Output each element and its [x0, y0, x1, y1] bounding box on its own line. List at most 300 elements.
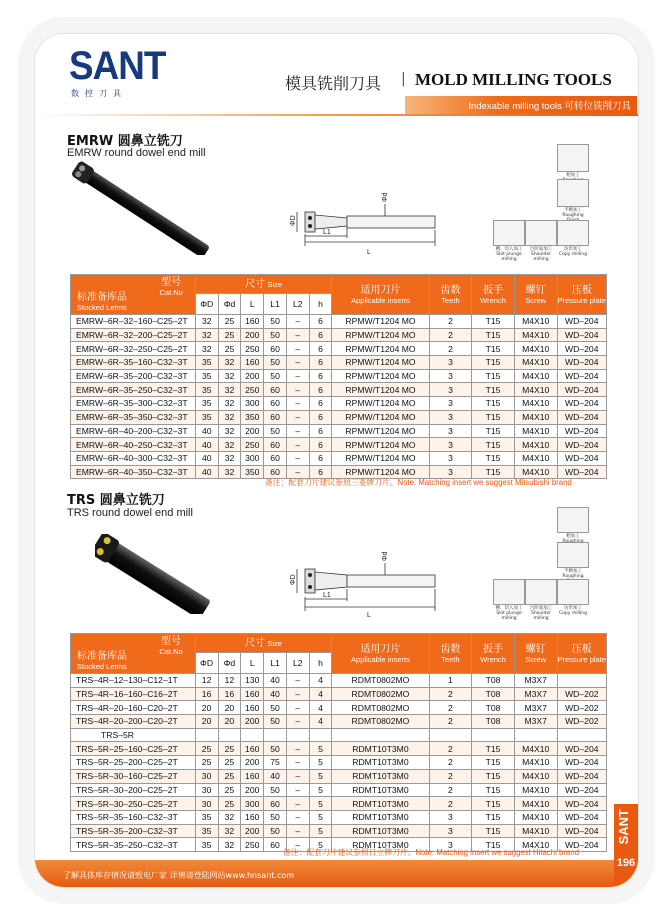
- table-cell: 32: [218, 838, 241, 852]
- table-cell: M4X10: [514, 783, 557, 797]
- header-wrench: 扳手 Wrench: [472, 275, 515, 315]
- table-cell: M4X10: [514, 328, 557, 342]
- header-teeth: 齿数 Teeth: [429, 634, 472, 674]
- cat-no-cell: EMRW–6R–40–300–C32–3T: [71, 451, 196, 465]
- cat-no-cell: EMRW–6R–35–350–C32–3T: [71, 410, 196, 424]
- table-cell: T15: [472, 769, 515, 783]
- cat-no-cell: TRS–4R–20–200–C20–2T: [71, 715, 196, 729]
- section2-subtitle: TRS round dowel end mill: [67, 507, 193, 519]
- cat-no-cell: EMRW–6R–35–250–C32–3T: [71, 383, 196, 397]
- cat-no-cell: EMRW–6R–32–200–C25–2T: [71, 328, 196, 342]
- machining-icon-slot: 槽、切入加工 Slot plunge milling: [493, 579, 525, 621]
- table-cell: T15: [472, 438, 515, 452]
- table-cell: M4X10: [514, 742, 557, 756]
- table-cell: RPMW/T1204 MO: [332, 356, 429, 370]
- table-cell: RPMW/T1204 MO: [332, 342, 429, 356]
- side-brand: SANT: [616, 809, 631, 845]
- table-cell: –: [286, 410, 309, 424]
- table-cell: 2: [429, 769, 472, 783]
- section2-title: TRS 圆鼻立铣刀: [67, 493, 165, 508]
- table-cell: 3: [429, 838, 472, 852]
- table-cell: M4X10: [514, 397, 557, 411]
- table-cell: 5: [309, 742, 332, 756]
- header-d: Φd: [218, 294, 241, 315]
- table-cell: 50: [264, 315, 287, 329]
- cat-no-cell: EMRW–6R–35–160–C32–3T: [71, 356, 196, 370]
- emrw-spec-table: [70, 274, 607, 479]
- table-cell: 32: [195, 342, 218, 356]
- table-cell: M4X10: [514, 824, 557, 838]
- table-cell: –: [286, 769, 309, 783]
- table-cell: WD–202: [557, 715, 606, 729]
- section1-note: 备注：配套刀片建议参照三菱牌刀片。Note: Matching insert we suggest Mitsubishi brand: [265, 478, 572, 487]
- table-cell: 2: [429, 783, 472, 797]
- cat-no-cell: EMRW–6R–32–250–C25–2T: [71, 342, 196, 356]
- table-cell: 5: [309, 797, 332, 811]
- table-cell: T15: [472, 465, 515, 479]
- table-cell: RDMT10T3M0: [332, 838, 429, 852]
- table-cell: 300: [241, 797, 264, 811]
- table-cell: 6: [309, 438, 332, 452]
- table-cell: T08: [472, 715, 515, 729]
- table-cell: –: [286, 397, 309, 411]
- catalog-page: [34, 33, 639, 888]
- table-cell: 16: [195, 687, 218, 701]
- table-row: [71, 315, 607, 329]
- machining-icon-rough: 粗加工: [557, 507, 589, 549]
- table-cell: T15: [472, 783, 515, 797]
- table-cell: M3X7: [514, 674, 557, 688]
- table-row: [71, 383, 607, 397]
- table-cell: 32: [218, 369, 241, 383]
- table-row: [71, 742, 607, 756]
- table-cell: 6: [309, 356, 332, 370]
- table-cell: 75: [264, 756, 287, 770]
- table-cell: 160: [241, 810, 264, 824]
- table-cell: [429, 728, 472, 742]
- table-cell: RPMW/T1204 MO: [332, 328, 429, 342]
- table-cell: –: [286, 438, 309, 452]
- table-cell: T15: [472, 369, 515, 383]
- table-cell: 6: [309, 465, 332, 479]
- table-row: [71, 824, 607, 838]
- table-cell: RDMT0802MO: [332, 715, 429, 729]
- table-cell: 160: [241, 356, 264, 370]
- table-cell: T15: [472, 383, 515, 397]
- dim-label-D: ΦD: [290, 574, 297, 585]
- table-row: [71, 674, 607, 688]
- table-cell: 32: [218, 824, 241, 838]
- table-cell: 2: [429, 797, 472, 811]
- table-cell: M3X7: [514, 701, 557, 715]
- table-cell: M4X10: [514, 369, 557, 383]
- table-cell: 50: [264, 369, 287, 383]
- table-cell: RPMW/T1204 MO: [332, 369, 429, 383]
- trs-dimension-diagram: [285, 539, 445, 621]
- table-cell: 200: [241, 824, 264, 838]
- machining-icon-shoulder: 台阶面加工 Shoulder milling: [525, 220, 557, 262]
- table-cell: WD–204: [557, 410, 606, 424]
- cat-no-cell: TRS–5R–25–160–C25–2T: [71, 742, 196, 756]
- table-cell: 50: [264, 424, 287, 438]
- table-cell: 32: [218, 465, 241, 479]
- table-cell: –: [286, 756, 309, 770]
- table-cell: –: [286, 838, 309, 852]
- page-subtitle: Indexable milling tools 可转位铣削刀具: [468, 101, 631, 112]
- table-cell: 350: [241, 465, 264, 479]
- dim-label-L1: L1: [323, 229, 331, 236]
- cat-no-cell: TRS–5R–30–250–C25–2T: [71, 797, 196, 811]
- table-cell: 200: [241, 783, 264, 797]
- table-cell: 20: [218, 701, 241, 715]
- cat-no-cell: EMRW–6R–35–300–C32–3T: [71, 397, 196, 411]
- cat-no-cell: TRS–5R–35–160–C32–3T: [71, 810, 196, 824]
- dim-label-L1: L1: [323, 592, 331, 599]
- table-cell: 30: [195, 797, 218, 811]
- table-cell: WD–204: [557, 769, 606, 783]
- table-cell: 25: [218, 328, 241, 342]
- table-cell: 5: [309, 838, 332, 852]
- table-cell: M4X10: [514, 424, 557, 438]
- table-cell: T15: [472, 424, 515, 438]
- cat-no-cell: TRS–5R–35–250–C32–3T: [71, 838, 196, 852]
- table-cell: 4: [309, 701, 332, 715]
- table-cell: –: [286, 328, 309, 342]
- page-title-en: MOLD MILLING TOOLS: [415, 70, 612, 89]
- table-cell: M4X10: [514, 451, 557, 465]
- table-cell: M4X10: [514, 410, 557, 424]
- table-cell: 6: [309, 342, 332, 356]
- table-cell: WD–204: [557, 465, 606, 479]
- table-cell: 20: [195, 715, 218, 729]
- table-cell: 35: [195, 824, 218, 838]
- table-cell: –: [286, 315, 309, 329]
- table-cell: RPMW/T1204 MO: [332, 397, 429, 411]
- table-cell: 32: [218, 383, 241, 397]
- table-cell: T08: [472, 674, 515, 688]
- table-cell: 160: [241, 742, 264, 756]
- table-cell: T08: [472, 701, 515, 715]
- table-cell: 16: [218, 687, 241, 701]
- section2-note: 备注：配套刀片建议参照日立牌刀片。Note: Matching insert we suggest Hitachi brand: [283, 848, 579, 857]
- table-cell: –: [286, 424, 309, 438]
- table-cell: 25: [218, 797, 241, 811]
- section1-title: EMRW 圆鼻立铣刀: [67, 134, 183, 149]
- table-cell: 25: [195, 756, 218, 770]
- table-cell: 160: [241, 701, 264, 715]
- table-cell: RPMW/T1204 MO: [332, 410, 429, 424]
- table-row: [71, 410, 607, 424]
- table-cell: WD–204: [557, 451, 606, 465]
- table-cell: 35: [195, 383, 218, 397]
- table-cell: 25: [218, 783, 241, 797]
- table-cell: 25: [218, 742, 241, 756]
- subtitle-bar: [405, 96, 637, 114]
- table-cell: RPMW/T1204 MO: [332, 424, 429, 438]
- table-row: [71, 701, 607, 715]
- table-cell: 6: [309, 424, 332, 438]
- header-wrench: 扳手 Wrench: [472, 634, 515, 674]
- table-cell: WD–204: [557, 742, 606, 756]
- table-cell: 5: [309, 810, 332, 824]
- machining-icon-semi: 半精加工 Roughing: [557, 179, 589, 223]
- table-cell: 250: [241, 438, 264, 452]
- table-cell: T15: [472, 824, 515, 838]
- table-cell: WD–202: [557, 701, 606, 715]
- table-cell: 5: [309, 783, 332, 797]
- table-cell: RDMT10T3M0: [332, 756, 429, 770]
- table-cell: RDMT10T3M0: [332, 769, 429, 783]
- table-cell: –: [286, 465, 309, 479]
- table-cell: M4X10: [514, 769, 557, 783]
- table-cell: RDMT10T3M0: [332, 810, 429, 824]
- table-cell: T15: [472, 756, 515, 770]
- table-cell: 60: [264, 465, 287, 479]
- table-cell: 4: [309, 687, 332, 701]
- header-cat: 型号 Cat.No 标准备库品 Stocked Letms: [71, 634, 196, 674]
- table-cell: 6: [309, 369, 332, 383]
- header-d: Φd: [218, 653, 241, 674]
- cat-no-cell: EMRW–6R–40–200–C32–3T: [71, 424, 196, 438]
- table-cell: 5: [309, 756, 332, 770]
- table-cell: 6: [309, 410, 332, 424]
- table-cell: 32: [218, 451, 241, 465]
- table-cell: 50: [264, 810, 287, 824]
- table-cell: M4X10: [514, 342, 557, 356]
- table-cell: WD–204: [557, 838, 606, 852]
- table-cell: M4X10: [514, 838, 557, 852]
- table-cell: –: [286, 824, 309, 838]
- cat-no-cell: TRS–5R–35–200–C32–3T: [71, 824, 196, 838]
- table-cell: T15: [472, 797, 515, 811]
- table-cell: WD–204: [557, 328, 606, 342]
- dim-label-L: L: [367, 612, 371, 619]
- header-D: ΦD: [195, 653, 218, 674]
- table-cell: RDMT10T3M0: [332, 783, 429, 797]
- table-cell: 50: [264, 824, 287, 838]
- table-cell: M4X10: [514, 356, 557, 370]
- table-cell: 60: [264, 451, 287, 465]
- table-cell: T15: [472, 451, 515, 465]
- cat-no-cell: TRS–4R–12–130–C12–1T: [71, 674, 196, 688]
- table-cell: –: [286, 356, 309, 370]
- table-cell: RPMW/T1204 MO: [332, 465, 429, 479]
- table-cell: 60: [264, 410, 287, 424]
- table-cell: –: [286, 715, 309, 729]
- cat-no-cell: TRS–5R: [71, 728, 196, 742]
- table-cell: –: [286, 342, 309, 356]
- table-cell: –: [286, 810, 309, 824]
- table-cell: 3: [429, 451, 472, 465]
- dim-label-d: Φd: [382, 551, 389, 561]
- machining-icon-shoulder: 台阶面加工 Shoulder milling: [525, 579, 557, 621]
- header-divider: [35, 114, 638, 116]
- table-cell: 4: [309, 715, 332, 729]
- table-cell: RPMW/T1204 MO: [332, 438, 429, 452]
- table-cell: –: [286, 383, 309, 397]
- table-cell: 60: [264, 838, 287, 852]
- table-cell: 5: [309, 824, 332, 838]
- cat-no-cell: EMRW–6R–40–350–C32–3T: [71, 465, 196, 479]
- table-cell: 4: [309, 674, 332, 688]
- header-D: ΦD: [195, 294, 218, 315]
- table-cell: 6: [309, 315, 332, 329]
- table-cell: M4X10: [514, 810, 557, 824]
- table-row: [71, 810, 607, 824]
- table-cell: 160: [241, 769, 264, 783]
- table-cell: [332, 728, 429, 742]
- section1-subtitle: EMRW round dowel end mill: [67, 147, 206, 159]
- table-cell: 250: [241, 383, 264, 397]
- table-cell: 40: [195, 424, 218, 438]
- table-cell: M4X10: [514, 383, 557, 397]
- header-plate: 压板 Pressure plate: [557, 634, 606, 674]
- table-cell: [241, 728, 264, 742]
- table-cell: –: [286, 451, 309, 465]
- table-cell: 3: [429, 424, 472, 438]
- table-cell: 2: [429, 701, 472, 715]
- table-cell: –: [286, 701, 309, 715]
- table-cell: T15: [472, 838, 515, 852]
- table-cell: 2: [429, 687, 472, 701]
- table-cell: 3: [429, 465, 472, 479]
- table-cell: RDMT0802MO: [332, 674, 429, 688]
- table-cell: 60: [264, 342, 287, 356]
- table-cell: 30: [195, 783, 218, 797]
- header-insert: 适用刀片 Applicable inserts: [332, 275, 429, 315]
- table-row: [71, 797, 607, 811]
- table-row: [71, 451, 607, 465]
- table-cell: 2: [429, 756, 472, 770]
- table-cell: 25: [218, 769, 241, 783]
- table-cell: 32: [218, 810, 241, 824]
- table-row: [71, 769, 607, 783]
- table-cell: 50: [264, 328, 287, 342]
- table-cell: 32: [195, 315, 218, 329]
- table-cell: 32: [218, 424, 241, 438]
- table-row: [71, 438, 607, 452]
- table-cell: M4X10: [514, 465, 557, 479]
- header-L: L: [241, 294, 264, 315]
- table-cell: 32: [218, 438, 241, 452]
- table-row: [71, 369, 607, 383]
- cat-no-cell: TRS–4R–20–160–C20–2T: [71, 701, 196, 715]
- header-h: h: [309, 653, 332, 674]
- table-cell: 60: [264, 397, 287, 411]
- header-size: 尺寸 Size: [195, 275, 331, 294]
- header-L2: L2: [286, 294, 309, 315]
- table-row: [71, 756, 607, 770]
- table-cell: 6: [309, 397, 332, 411]
- table-cell: [514, 728, 557, 742]
- table-cell: 3: [429, 438, 472, 452]
- table-cell: M4X10: [514, 438, 557, 452]
- table-cell: 20: [195, 701, 218, 715]
- table-cell: 5: [309, 769, 332, 783]
- table-cell: 20: [218, 715, 241, 729]
- table-cell: 6: [309, 383, 332, 397]
- table-cell: M3X7: [514, 687, 557, 701]
- machining-icon-rough: 粗加工: [557, 144, 589, 188]
- table-cell: WD–204: [557, 315, 606, 329]
- table-cell: 200: [241, 424, 264, 438]
- table-cell: 50: [264, 715, 287, 729]
- machining-icon-semi: 半精加工 Roughing: [557, 542, 589, 584]
- table-cell: 60: [264, 438, 287, 452]
- table-cell: 1: [429, 674, 472, 688]
- table-cell: M4X10: [514, 797, 557, 811]
- table-cell: 2: [429, 742, 472, 756]
- table-cell: WD–204: [557, 783, 606, 797]
- table-cell: –: [286, 783, 309, 797]
- table-cell: [218, 728, 241, 742]
- dim-label-L: L: [367, 249, 371, 256]
- table-cell: 25: [195, 742, 218, 756]
- table-cell: WD–204: [557, 810, 606, 824]
- brand-logo-subtitle: 数控刀具: [71, 89, 127, 98]
- table-cell: WD–204: [557, 397, 606, 411]
- table-cell: T15: [472, 342, 515, 356]
- machining-icon-copy: 仿形加工 Copy milling: [557, 579, 589, 616]
- table-cell: 50: [264, 701, 287, 715]
- table-cell: 25: [218, 756, 241, 770]
- table-cell: –: [286, 687, 309, 701]
- header-screw: 螺钉 Screw: [514, 275, 557, 315]
- table-cell: T15: [472, 356, 515, 370]
- table-row: [71, 715, 607, 729]
- table-row: [71, 356, 607, 370]
- table-cell: 40: [264, 769, 287, 783]
- table-cell: –: [286, 797, 309, 811]
- table-cell: WD–204: [557, 424, 606, 438]
- table-cell: 200: [241, 715, 264, 729]
- table-cell: WD–204: [557, 383, 606, 397]
- table-cell: 3: [429, 810, 472, 824]
- table-cell: 6: [309, 328, 332, 342]
- table-cell: M4X10: [514, 756, 557, 770]
- table-cell: WD–204: [557, 824, 606, 838]
- table-cell: [472, 728, 515, 742]
- header-screw: 螺钉 Screw: [514, 634, 557, 674]
- table-cell: 50: [264, 783, 287, 797]
- table-cell: WD–204: [557, 756, 606, 770]
- cat-no-cell: TRS–4R–16–160–C16–2T: [71, 687, 196, 701]
- page-title-cn: 模具铣削刀具: [285, 74, 382, 93]
- table-row: [71, 783, 607, 797]
- table-cell: 35: [195, 397, 218, 411]
- table-cell: WD–204: [557, 342, 606, 356]
- table-cell: 35: [195, 356, 218, 370]
- table-cell: T08: [472, 687, 515, 701]
- table-cell: 3: [429, 824, 472, 838]
- emrw-dimension-diagram: [285, 176, 445, 258]
- table-cell: 25: [218, 342, 241, 356]
- table-row: [71, 687, 607, 701]
- table-cell: –: [286, 674, 309, 688]
- table-cell: T15: [472, 328, 515, 342]
- table-cell: T15: [472, 810, 515, 824]
- header-L1: L1: [264, 653, 287, 674]
- table-cell: 60: [264, 797, 287, 811]
- table-cell: 200: [241, 756, 264, 770]
- table-cell: 60: [264, 383, 287, 397]
- table-cell: –: [286, 369, 309, 383]
- table-cell: 30: [195, 769, 218, 783]
- header-h: h: [309, 294, 332, 315]
- emrw-tool-photo: [71, 160, 221, 255]
- table-cell: 50: [264, 742, 287, 756]
- table-row: [71, 328, 607, 342]
